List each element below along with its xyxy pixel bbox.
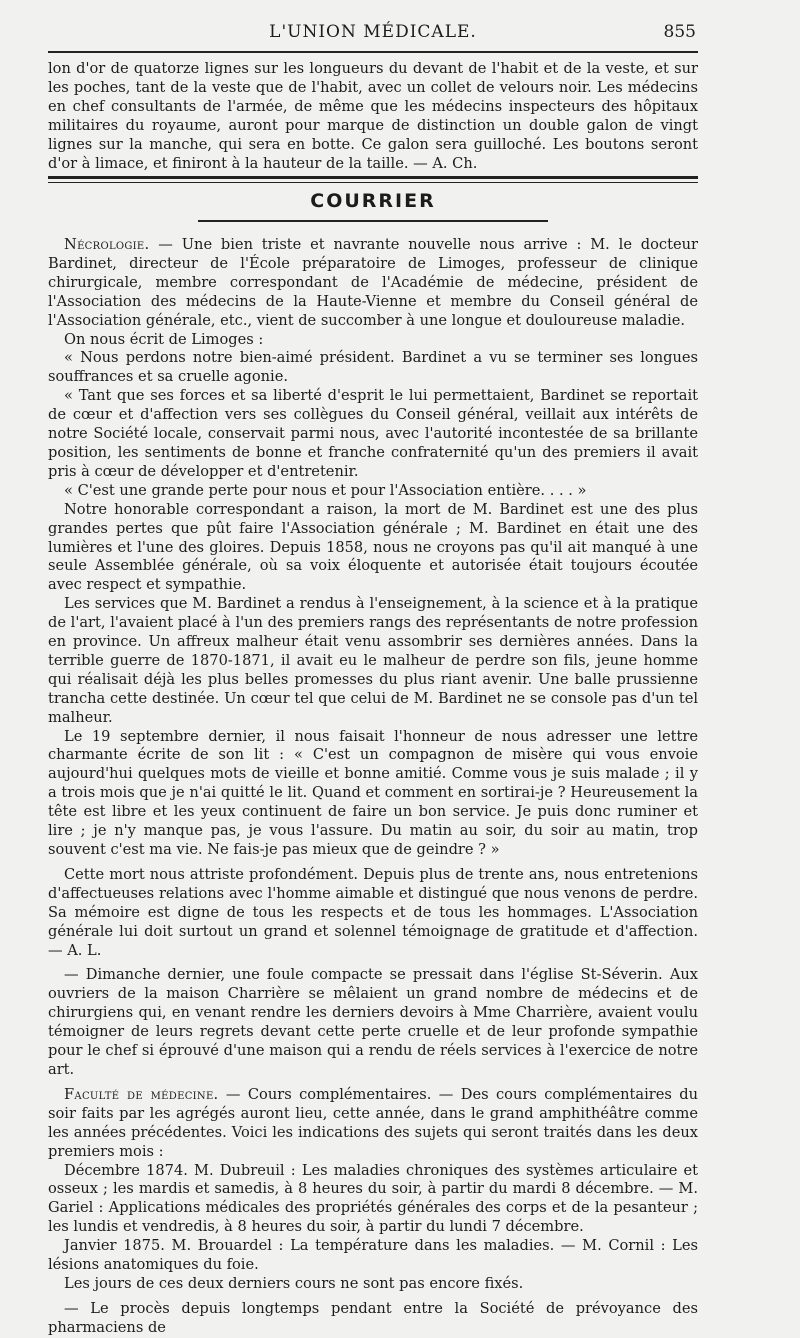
paragraph-text: Le 19 septembre dernier, il nous faisait l'honneur de nous adresser une lettre charmante écrite de son lit : « C'est un compagnon de misère qui vous envoie aujourd'hui quelques mots de vieille et bonne amitié. Comme vous je suis malade ; il y a trois mois que je n'ai quitté le lit. Quand et comment en sortirai-je ? Heureusement la tête est libre et les yeux continuent de faire un bon service. Je puis donc ruminer et lire ; je n'y manque pas, je vous l'assure. Du matin au soir, du soir au matin, trop souvent c'est ma vie. Ne fais-je pas mieux que de geindre ? »	[48, 727, 698, 858]
article-body	[48, 236, 698, 1338]
paragraph-text: Décembre 1874. M. Dubreuil : Les maladies chroniques des systèmes articulaire et osseux ; les mardis et samedis, à 8 heures du soir, à partir du mardi 8 décembre. — M. Gariel : Applications médicales des propriétés générales des corps et de la pesanteur ; les lundis et vendredis, à 8 heures du soir, à partir du lundi 7 décembre.	[48, 1161, 698, 1236]
journal-title: L'UNION MÉDICALE.	[269, 22, 477, 42]
paragraph	[48, 387, 698, 482]
paragraph	[48, 1162, 698, 1238]
paragraph-text: « Nous perdons notre bien-aimé président. Bardinet a vu se terminer ses longues souffrances et sa cruelle agonie.	[48, 349, 698, 386]
running-header	[48, 16, 698, 46]
paragraph-text: Les jours de ces deux derniers cours ne sont pas encore fixés.	[64, 1274, 524, 1292]
paragraph-text: Cette mort nous attriste profondément. Depuis plus de trente ans, nous entretenions d'affectueuses relations avec l'homme aimable et distingué que nous venons de perdre. Sa mémoire est digne de tous les respects et de tous les hommages. L'Association générale lui doit surtout un grand et solennel témoignage de gratitude et d'affection. — A. L.	[48, 865, 698, 959]
paragraph	[48, 1275, 698, 1294]
section-title: COURRIER	[310, 190, 436, 212]
paragraph-text: — Dimanche dernier, une foule compacte se pressait dans l'église St-Séverin. Aux ouvriers de la maison Charrière se mêlaient un grand nombre de médecins et de chirurgiens qui, en venant rendre les derniers devoirs à Mme Charrière, avaient voulu témoigner de leurs regrets devant cette perte cruelle et de leur profonde sympathie pour le chef si éprouvé d'une maison qui a rendu de réels services à l'exercice de notre art.	[48, 966, 698, 1078]
paragraph	[48, 1237, 698, 1275]
paragraph	[48, 966, 698, 1079]
section-rule-thin	[48, 182, 698, 183]
paragraph-text: Notre honorable correspondant a raison, la mort de M. Bardinet est une des plus grandes pertes que pût faire l'Association générale ; M. Bardinet en était une des lumières et l'une des gloires. Depuis 1858, nous ne croyons pas qu'il ait manqué à une seule Assemblée générale, où sa voix éloquente et autorisée était toujours écoutée avec respect et sympathie.	[48, 500, 698, 594]
header-rule	[48, 51, 698, 53]
paragraph	[48, 501, 698, 596]
paragraph	[48, 331, 698, 350]
paragraph-text: On nous écrit de Limoges :	[64, 330, 264, 348]
paragraph-text: — Le procès depuis longtemps pendant entre la Société de prévoyance des pharmaciens de	[48, 1299, 698, 1336]
intro-paragraph: lon d'or de quatorze lignes sur les longueurs du devant de l'habit et de la veste, et sur les poches, tant de la veste que de l'habit, avec un collet de velours noir. Les médecins en chef consultants de l'armée, de même que les médecins inspecteurs des hôpitaux militaires du royaume, auront pour marque de distinction un double galon de vingt lignes sur la manche, qui sera en botte. Ce galon sera guilloché. Les boutons seront d'or à limace, et finiront à la hauteur de la taille. — A. Ch.	[48, 60, 698, 172]
section-rule-top	[48, 176, 698, 179]
paragraph	[48, 728, 698, 860]
paragraph	[48, 349, 698, 387]
paragraph-lead: Faculté de médecine.	[64, 1085, 219, 1103]
page-number: 855	[663, 22, 696, 42]
paragraph	[48, 595, 698, 727]
paragraph-text: — Une bien triste et navrante nouvelle nous arrive : M. le docteur Bardinet, directeur de l'École préparatoire de Limoges, professeur de clinique chirurgicale, membre correspondant de l'Académie de médecine, président de l'Association des médecins de la Haute-Vienne et membre du Conseil général de l'Association générale, etc., vient de succomber à une longue et douloureuse maladie.	[48, 236, 698, 329]
paragraph-lead: Nécrologie.	[64, 236, 150, 253]
paragraph-text: « Tant que ses forces et sa liberté d'esprit le lui permettaient, Bardinet se reportait de cœur et d'affection vers ses collègues du Conseil général, veillait aux intérêts de notre Société locale, conservait parmi nous, avec l'autorité incontestée de sa brillante position, les sentiments de bonne et franche confraternité qu'un des premiers il avait pris à cœur de développer et d'entretenir.	[48, 387, 698, 480]
paragraph	[48, 866, 698, 961]
paragraph-text: Les services que M. Bardinet a rendus à l'enseignement, à la science et à la pratique de l'art, l'avaient placé à l'un des premiers rangs des représentants de notre profession en province. Un affreux malheur était venu assombrir ses dernières années. Dans la terrible guerre de 1870-1871, il avait eu le malheur de perdre son fils, jeune homme qui réalisait déjà les plus belles promesses du plus riant avenir. Une balle prussienne trancha cette destinée. Un cœur tel que celui de M. Bardinet ne se console pas d'un tel malheur.	[48, 595, 698, 726]
intro-block	[48, 60, 698, 173]
paragraph-text: Janvier 1875. M. Brouardel : La température dans les maladies. — M. Cornil : Les lésions anatomiques du foie.	[48, 1237, 698, 1274]
paragraph-text: « C'est une grande perte pour nous et pour l'Association entière. . . . »	[64, 481, 587, 499]
paragraph	[48, 1086, 698, 1162]
paragraph	[48, 236, 698, 331]
paragraph	[48, 1300, 698, 1338]
paragraph-text: — Cours complémentaires. — Des cours complémentaires du soir faits par les agrégés auront lieu, cette année, dans le grand amphithéâtre comme les années précédentes. Voici les indications des sujets qui seront traités dans les deux premiers mois :	[48, 1085, 698, 1160]
section-underline	[198, 220, 548, 222]
paragraph	[48, 482, 698, 501]
